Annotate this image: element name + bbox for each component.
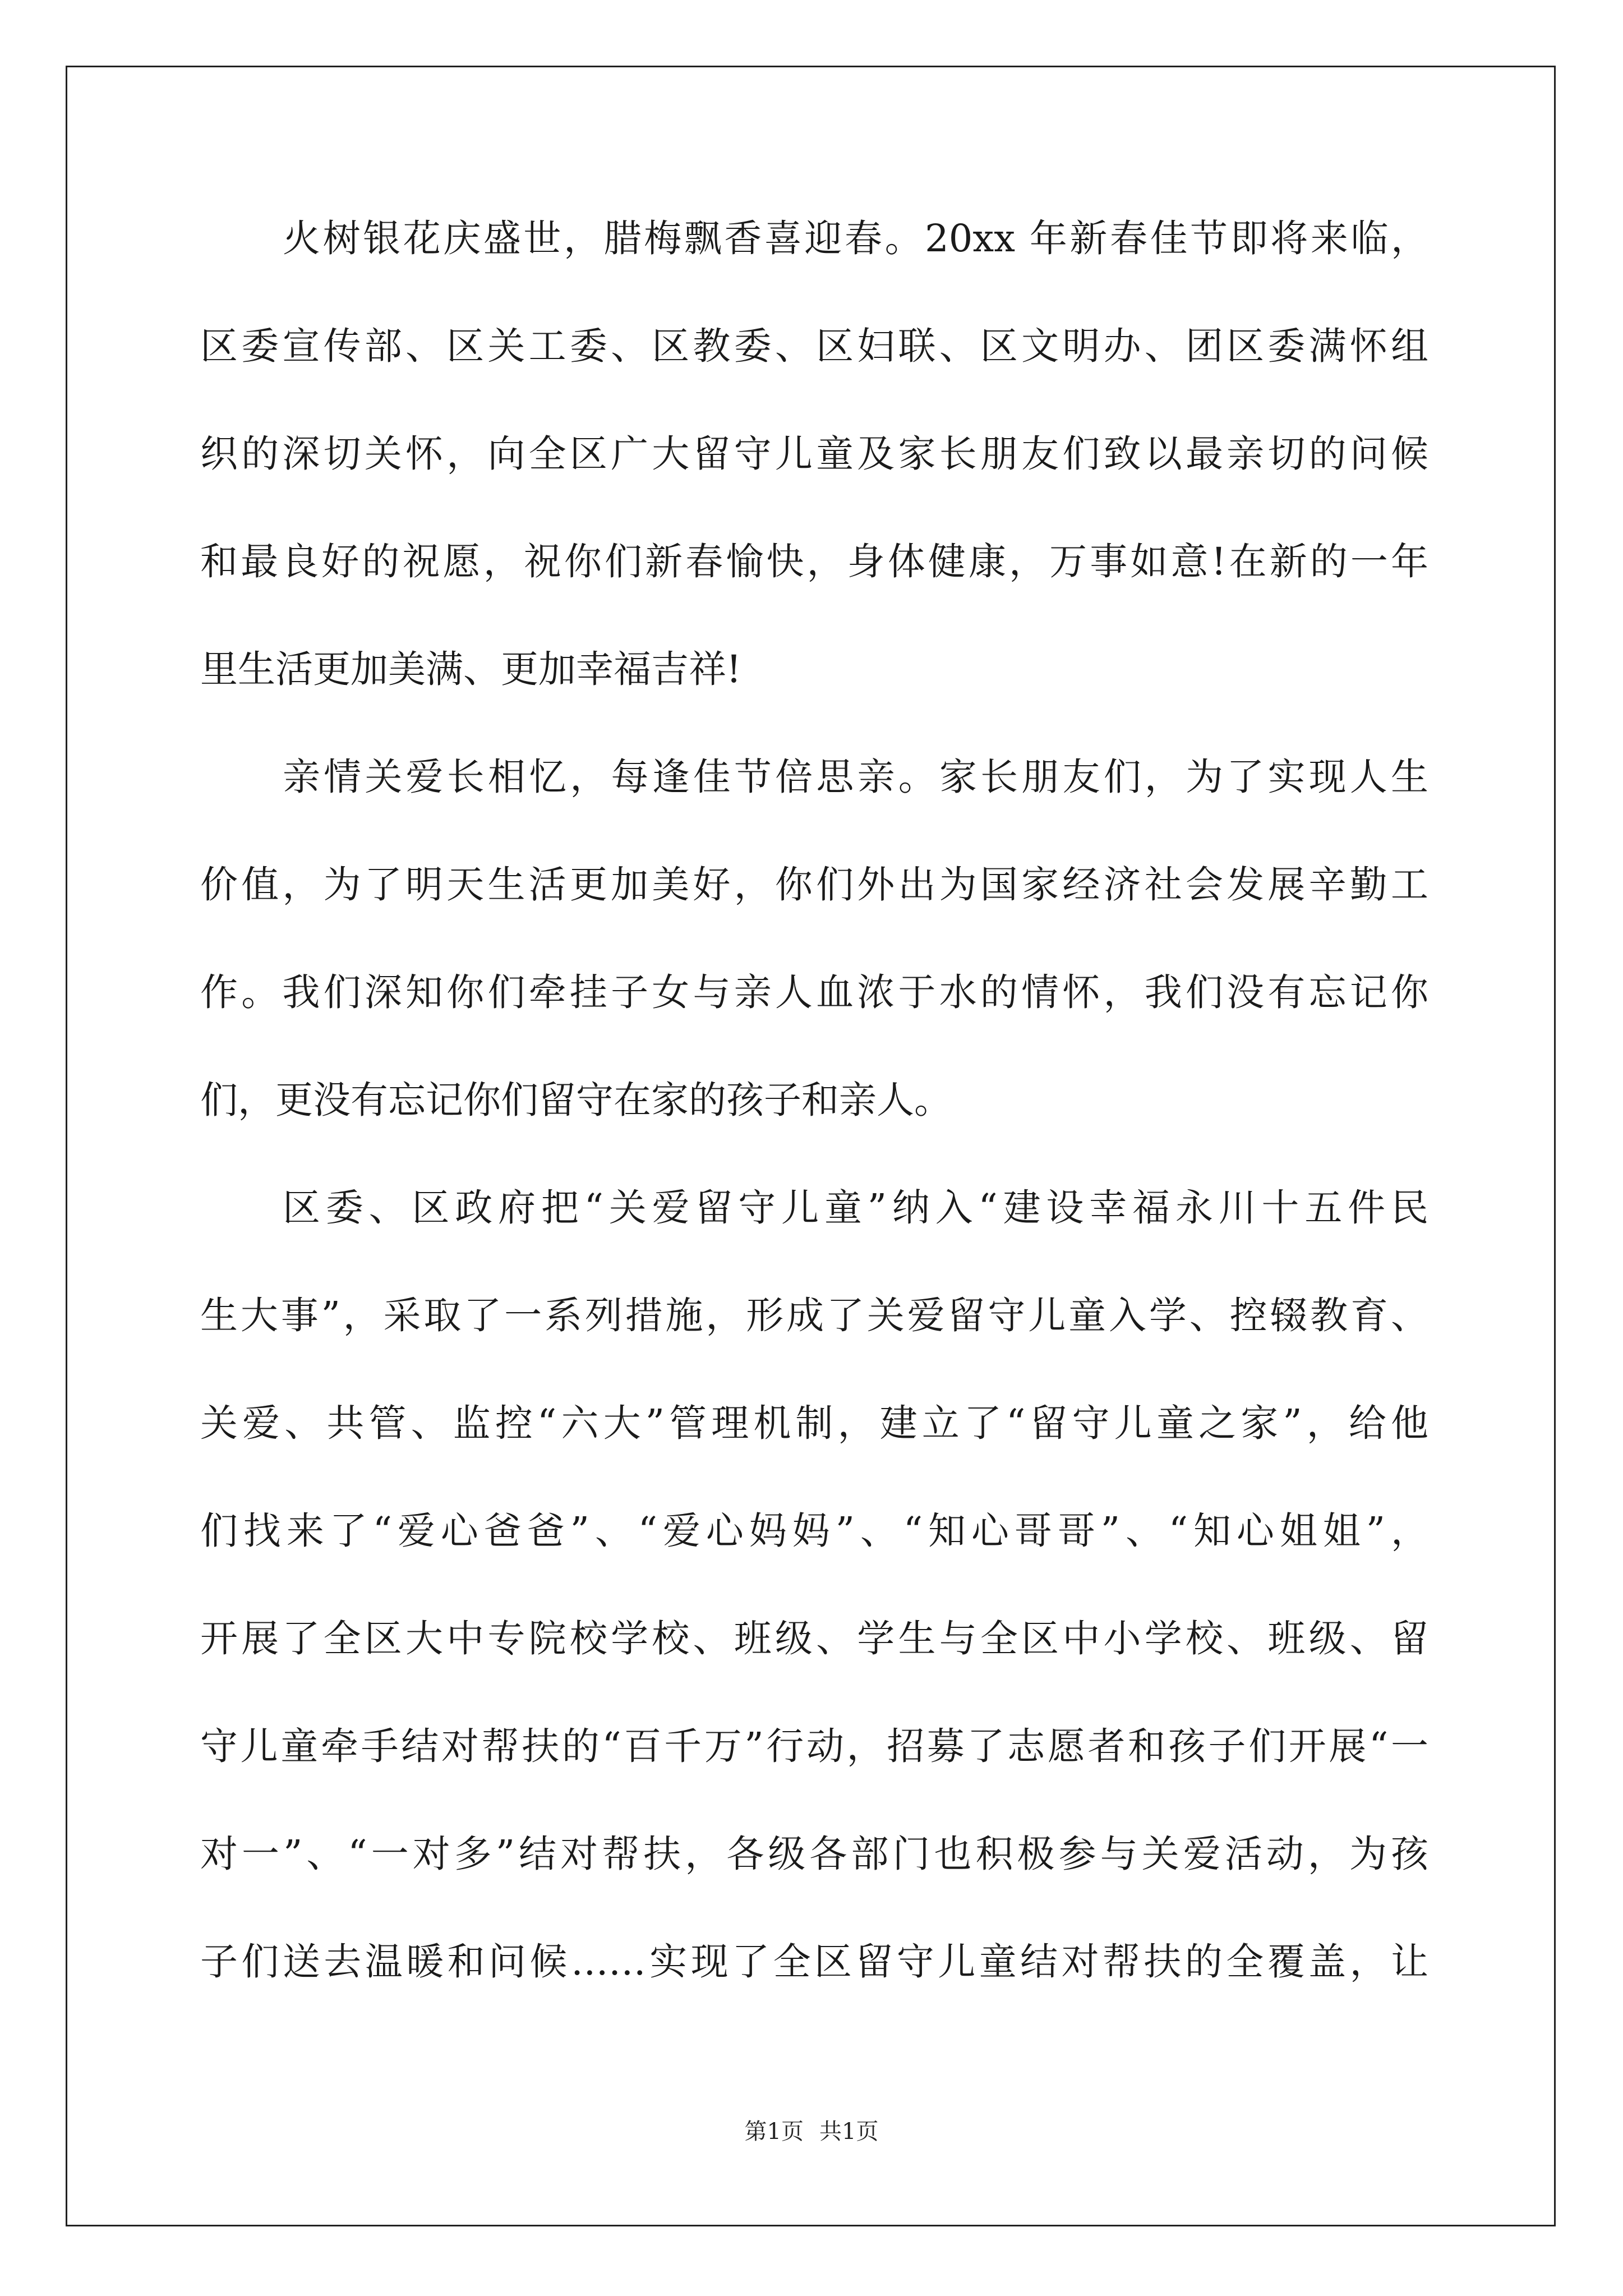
page-number-total: 共1页 [819,2119,879,2145]
paragraph-3-line-8: 子们送去温暖和问候……实现了全区留守儿童结对帮扶的全覆盖，让 [200,1940,1428,1984]
page-number-current: 第1页 [744,2119,804,2145]
paragraph-1-line-3: 织的深切关怀，向全区广大留守儿童及家长朋友们致以最亲切的问候 [200,432,1428,476]
paragraph-3-line-1: 区委、区政府把“关爱留守儿童”纳入“建设幸福永川十五件民 [283,1186,1428,1230]
paragraph-1-line-4: 和最良好的祝愿，祝你们新春愉快，身体健康，万事如意!在新的一年 [200,540,1428,583]
paragraph-1-line-5: 里生活更加美满、更加幸福吉祥! [200,647,741,691]
paragraph-1-line-1: 火树银花庆盛世，腊梅飘香喜迎春。20xx 年新春佳节即将来临， [283,217,1428,260]
paragraph-3-line-6: 守儿童牵手结对帮扶的“百千万”行动，招募了志愿者和孩子们开展“一 [200,1724,1428,1768]
page-border [66,66,1556,2226]
paragraph-3-line-3: 关爱、共管、监控“六大”管理机制，建立了“留守儿童之家”，给他 [200,1401,1428,1445]
paragraph-3-line-2: 生大事”，采取了一系列措施，形成了关爱留守儿童入学、控辍教育、 [200,1294,1428,1337]
page-footer [0,2115,1623,2148]
paragraph-2-line-1: 亲情关爱长相忆，每逢佳节倍思亲。家长朋友们，为了实现人生 [283,755,1428,799]
paragraph-1-line-2: 区委宣传部、区关工委、区教委、区妇联、区文明办、团区委满怀组 [200,324,1428,368]
paragraph-3-line-5: 开展了全区大中专院校学校、班级、学生与全区中小学校、班级、留 [200,1617,1428,1660]
paragraph-2-line-3: 作。我们深知你们牵挂子女与亲人血浓于水的情怀，我们没有忘记你 [200,970,1428,1014]
paragraph-2-line-4: 们，更没有忘记你们留守在家的孩子和亲人。 [200,1078,952,1122]
paragraph-3-line-4: 们找来了“爱心爸爸”、“爱心妈妈”、“知心哥哥”、“知心姐姐”， [200,1509,1428,1553]
paragraph-3-line-7: 对一”、“一对多”结对帮扶，各级各部门也积极参与关爱活动，为孩 [200,1832,1428,1876]
paragraph-2-line-2: 价值，为了明天生活更加美好，你们外出为国家经济社会发展辛勤工 [200,863,1428,907]
